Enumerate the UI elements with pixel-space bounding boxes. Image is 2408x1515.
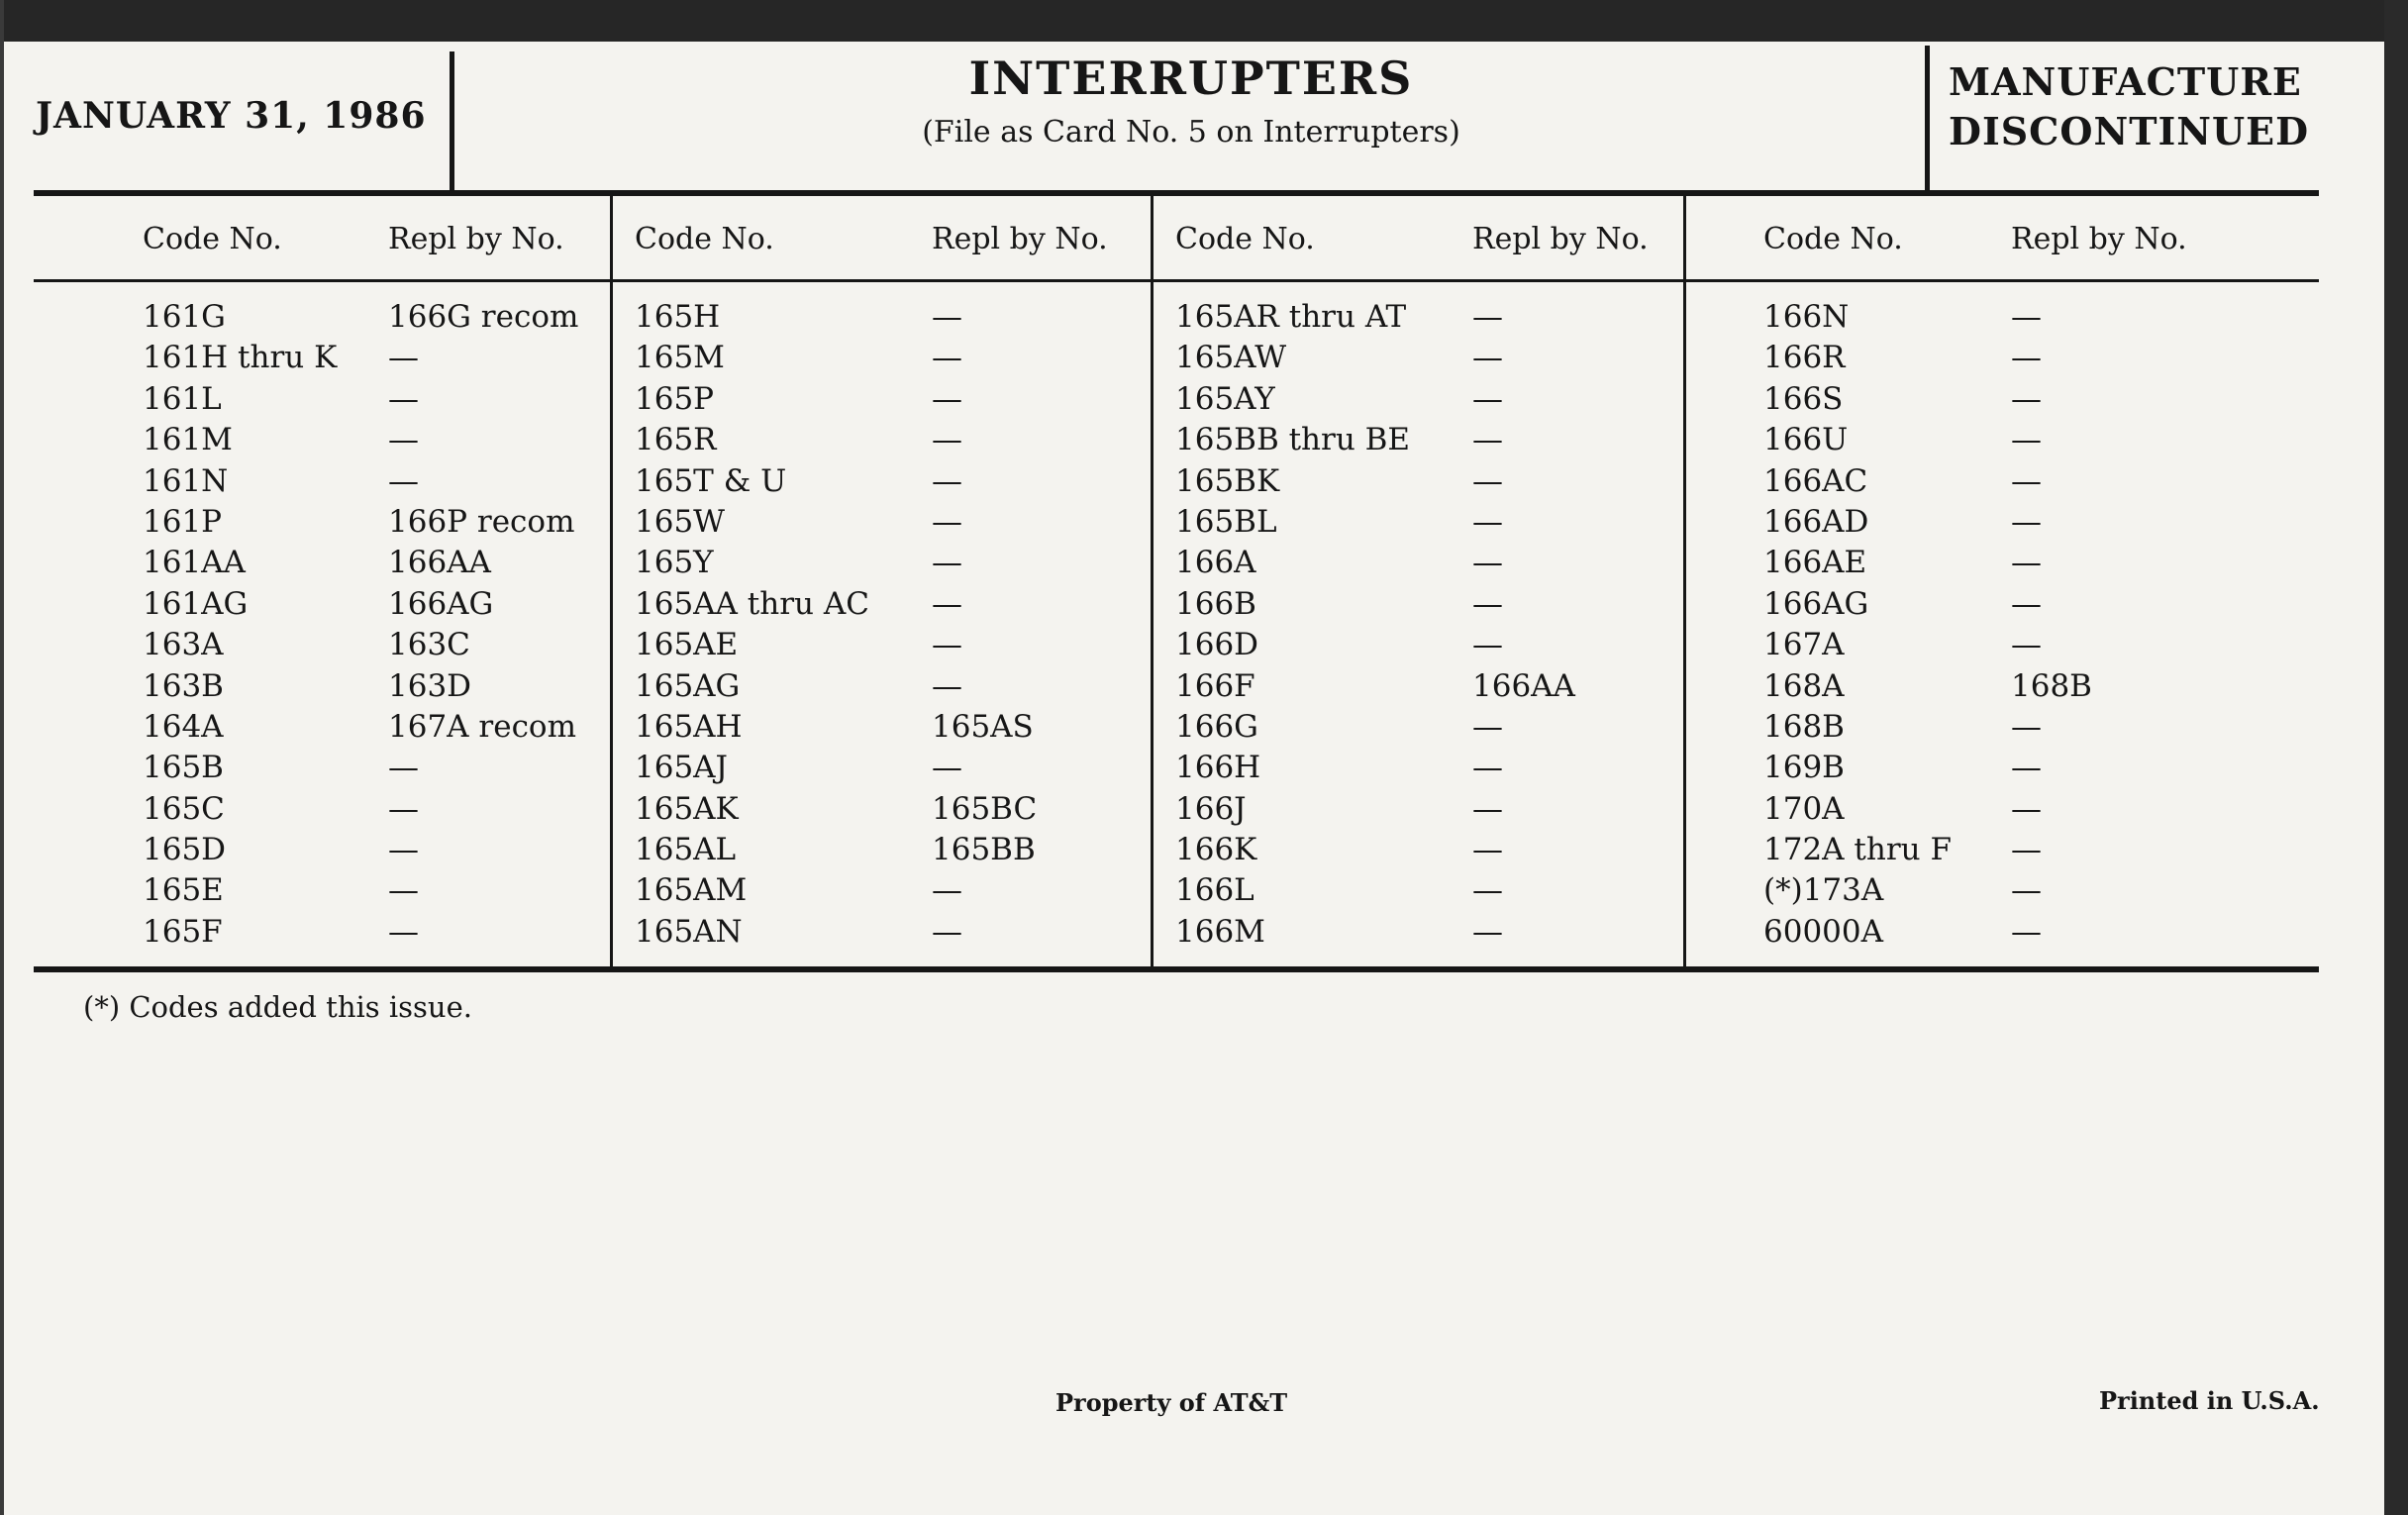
table-row xyxy=(1154,545,1683,585)
table-row xyxy=(1686,299,2320,340)
repl-cell: — xyxy=(1472,585,1503,622)
table-row xyxy=(1154,504,1683,545)
code-cell: 165AW xyxy=(1175,340,1287,376)
repl-cell: — xyxy=(1472,790,1503,827)
code-cell: 165B xyxy=(143,750,224,786)
repl-cell: — xyxy=(932,545,962,581)
code-header: Code No. xyxy=(1175,222,1315,256)
code-cell: 165Y xyxy=(635,545,714,581)
repl-cell: 165AS xyxy=(932,708,1034,745)
repl-cell: — xyxy=(388,872,419,909)
table-row xyxy=(34,791,610,832)
code-cell: 161N xyxy=(143,462,229,499)
code-cell: 60000A xyxy=(1763,913,1884,950)
table-row xyxy=(1686,750,2320,790)
table-rows xyxy=(1686,299,2320,955)
table-row xyxy=(34,832,610,872)
repl-cell: 166AG xyxy=(388,585,494,622)
header-divider-right xyxy=(1925,46,1930,190)
table-row xyxy=(34,750,610,790)
repl-cell: — xyxy=(388,750,419,786)
repl-cell: — xyxy=(2011,462,2042,499)
code-cell: 163A xyxy=(143,627,224,663)
table-row xyxy=(1686,627,2320,667)
repl-cell: — xyxy=(1472,299,1503,335)
footer-printed: Printed in U.S.A. xyxy=(2099,1386,2320,1415)
repl-cell: — xyxy=(1472,832,1503,868)
table-column-3 xyxy=(1154,194,1683,974)
code-cell: 166U xyxy=(1763,422,1849,458)
code-cell: 165AH xyxy=(635,708,743,745)
code-cell: 166D xyxy=(1175,627,1259,663)
code-cell: 166N xyxy=(1763,299,1850,335)
table-rows xyxy=(613,299,1151,955)
repl-cell: — xyxy=(2011,340,2042,376)
repl-cell: — xyxy=(932,585,962,622)
code-cell: 165H xyxy=(635,299,721,335)
code-cell: 166F xyxy=(1175,667,1255,704)
code-cell: 165AK xyxy=(635,790,739,827)
table-row xyxy=(34,381,610,422)
table-column-4 xyxy=(1686,194,2320,974)
table-row xyxy=(613,422,1151,462)
repl-cell: — xyxy=(932,667,962,704)
table-row xyxy=(1686,872,2320,913)
repl-cell: 163D xyxy=(388,667,472,704)
code-cell: 161H thru K xyxy=(143,340,338,376)
table-row xyxy=(1154,791,1683,832)
code-cell: 168A xyxy=(1763,667,1845,704)
code-cell: 166G xyxy=(1175,708,1258,745)
repl-cell: — xyxy=(932,872,962,909)
code-cell: 166AD xyxy=(1763,503,1869,540)
repl-cell: — xyxy=(2011,750,2042,786)
status-line-2: DISCONTINUED xyxy=(1949,109,2310,153)
code-cell: 166H xyxy=(1175,750,1261,786)
table-row xyxy=(34,872,610,913)
table-row xyxy=(613,586,1151,627)
repl-header: Repl by No. xyxy=(1472,222,1649,256)
code-cell: 168B xyxy=(1763,708,1845,745)
table-row xyxy=(613,504,1151,545)
code-cell: 167A xyxy=(1763,627,1845,663)
table-row xyxy=(34,627,610,667)
code-cell: 165P xyxy=(635,380,715,417)
table-row xyxy=(1686,668,2320,709)
table-row xyxy=(613,914,1151,955)
code-cell: 165AY xyxy=(1175,380,1275,417)
repl-header: Repl by No. xyxy=(2011,222,2187,256)
table-row xyxy=(1154,832,1683,872)
repl-cell: 166P recom xyxy=(388,503,575,540)
repl-cell: — xyxy=(388,340,419,376)
code-cell: 163B xyxy=(143,667,224,704)
scan-right-border xyxy=(2384,0,2408,1515)
repl-cell: 167A recom xyxy=(388,708,576,745)
table-row xyxy=(1154,668,1683,709)
repl-cell: — xyxy=(1472,503,1503,540)
page-subtitle: (File as Card No. 5 on Interrupters) xyxy=(922,115,1460,150)
repl-cell: — xyxy=(1472,750,1503,786)
repl-cell: — xyxy=(2011,380,2042,417)
repl-cell: — xyxy=(932,627,962,663)
code-header: Code No. xyxy=(143,222,282,256)
code-cell: 161AA xyxy=(143,545,246,581)
code-cell: 166A xyxy=(1175,545,1256,581)
status-label xyxy=(1949,57,2309,156)
table-row xyxy=(1686,504,2320,545)
table-row xyxy=(34,340,610,380)
code-header: Code No. xyxy=(1763,222,1903,256)
table-row xyxy=(613,668,1151,709)
code-cell: 164A xyxy=(143,708,224,745)
code-cell: 166R xyxy=(1763,340,1846,376)
repl-cell: — xyxy=(932,422,962,458)
code-cell: 161G xyxy=(143,299,226,335)
code-cell: (*)173A xyxy=(1763,872,1884,909)
repl-cell: — xyxy=(932,913,962,950)
repl-cell: — xyxy=(2011,832,2042,868)
table-row xyxy=(613,750,1151,790)
table-row xyxy=(34,299,610,340)
repl-cell: — xyxy=(932,380,962,417)
code-cell: 165E xyxy=(143,872,224,909)
table-row xyxy=(613,463,1151,504)
repl-cell: — xyxy=(388,380,419,417)
repl-cell: 165BC xyxy=(932,790,1038,827)
repl-cell: — xyxy=(1472,462,1503,499)
table-row xyxy=(1154,340,1683,380)
table-row xyxy=(34,463,610,504)
table-row xyxy=(34,504,610,545)
repl-cell: — xyxy=(932,340,962,376)
code-cell: 165M xyxy=(635,340,725,376)
code-cell: 165D xyxy=(143,832,227,868)
table-rows xyxy=(34,299,610,955)
repl-cell: — xyxy=(1472,545,1503,581)
table-row xyxy=(613,832,1151,872)
table-row xyxy=(613,545,1151,585)
code-cell: 165AE xyxy=(635,627,739,663)
repl-cell: — xyxy=(1472,913,1503,950)
status-line-1: MANUFACTURE xyxy=(1949,59,2302,104)
repl-cell: 166AA xyxy=(388,545,491,581)
header-divider-left xyxy=(450,51,454,194)
table-row xyxy=(1686,832,2320,872)
repl-cell: 166AA xyxy=(1472,667,1575,704)
code-cell: 172A thru F xyxy=(1763,832,1952,868)
repl-cell: — xyxy=(2011,299,2042,335)
code-cell: 161P xyxy=(143,503,223,540)
code-cell: 161L xyxy=(143,380,222,417)
repl-cell: — xyxy=(2011,503,2042,540)
repl-cell: — xyxy=(2011,708,2042,745)
page-title: INTERRUPTERS xyxy=(968,51,1414,105)
code-cell: 165AM xyxy=(635,872,748,909)
code-cell: 165R xyxy=(635,422,717,458)
code-cell: 161M xyxy=(143,422,233,458)
table-row xyxy=(1686,463,2320,504)
table-row xyxy=(34,422,610,462)
code-cell: 165AR thru AT xyxy=(1175,299,1407,335)
repl-cell: — xyxy=(1472,422,1503,458)
repl-cell: — xyxy=(2011,422,2042,458)
code-cell: 166L xyxy=(1175,872,1254,909)
table-row xyxy=(34,586,610,627)
table-column-2 xyxy=(613,194,1151,974)
table-row xyxy=(613,381,1151,422)
repl-cell: — xyxy=(388,832,419,868)
table-row xyxy=(1154,750,1683,790)
code-cell: 165W xyxy=(635,503,726,540)
code-cell: 161AG xyxy=(143,585,249,622)
table-row xyxy=(1686,340,2320,380)
code-cell: 166AE xyxy=(1763,545,1867,581)
table-row xyxy=(1154,709,1683,750)
table-row xyxy=(613,627,1151,667)
repl-cell: — xyxy=(1472,340,1503,376)
code-cell: 166AG xyxy=(1763,585,1869,622)
table-row xyxy=(613,709,1151,750)
repl-cell: — xyxy=(2011,913,2042,950)
scan-top-border xyxy=(0,0,2408,42)
table-row xyxy=(613,340,1151,380)
table-row xyxy=(1686,709,2320,750)
code-cell: 165AL xyxy=(635,832,737,868)
repl-cell: — xyxy=(932,462,962,499)
table-row xyxy=(613,872,1151,913)
table-row xyxy=(1154,586,1683,627)
code-cell: 165AJ xyxy=(635,750,728,786)
table-row xyxy=(1154,872,1683,913)
table-row xyxy=(1686,545,2320,585)
table-row xyxy=(34,914,610,955)
repl-cell: 165BB xyxy=(932,832,1036,868)
code-cell: 165AN xyxy=(635,913,743,950)
table-column-1 xyxy=(34,194,610,974)
repl-cell: — xyxy=(388,462,419,499)
repl-header: Repl by No. xyxy=(932,222,1108,256)
repl-cell: — xyxy=(1472,708,1503,745)
repl-cell: — xyxy=(2011,790,2042,827)
table-row xyxy=(34,709,610,750)
table-row xyxy=(34,668,610,709)
issue-date: JANUARY 31, 1986 xyxy=(36,95,427,137)
code-cell: 165BB thru BE xyxy=(1175,422,1411,458)
table-row xyxy=(1686,586,2320,627)
code-cell: 165C xyxy=(143,790,225,827)
code-cell: 165F xyxy=(143,913,223,950)
table-row xyxy=(613,299,1151,340)
table-row xyxy=(613,791,1151,832)
table-row xyxy=(1154,299,1683,340)
table-row xyxy=(34,545,610,585)
repl-cell: — xyxy=(932,750,962,786)
code-cell: 166S xyxy=(1763,380,1844,417)
code-cell: 165AG xyxy=(635,667,741,704)
repl-cell: — xyxy=(388,913,419,950)
repl-cell: — xyxy=(388,422,419,458)
table-row xyxy=(1686,914,2320,955)
repl-header: Repl by No. xyxy=(388,222,564,256)
repl-cell: 168B xyxy=(2011,667,2092,704)
table-row xyxy=(1154,627,1683,667)
code-cell: 166M xyxy=(1175,913,1265,950)
code-cell: 166J xyxy=(1175,790,1247,827)
code-cell: 169B xyxy=(1763,750,1845,786)
table-row xyxy=(1154,463,1683,504)
table-row xyxy=(1686,381,2320,422)
footnote: (*) Codes added this issue. xyxy=(83,990,472,1024)
repl-cell: — xyxy=(2011,585,2042,622)
code-cell: 170A xyxy=(1763,790,1845,827)
footer-property: Property of AT&T xyxy=(1055,1388,1288,1417)
repl-cell: — xyxy=(2011,872,2042,909)
repl-cell: — xyxy=(932,299,962,335)
table-rows xyxy=(1154,299,1683,955)
repl-cell: — xyxy=(1472,627,1503,663)
repl-cell: 163C xyxy=(388,627,470,663)
code-cell: 166K xyxy=(1175,832,1257,868)
repl-cell: — xyxy=(932,503,962,540)
code-cell: 166AC xyxy=(1763,462,1868,499)
repl-cell: — xyxy=(1472,872,1503,909)
code-cell: 166B xyxy=(1175,585,1256,622)
code-cell: 165BK xyxy=(1175,462,1280,499)
table-row xyxy=(1154,914,1683,955)
repl-cell: — xyxy=(2011,627,2042,663)
table-row xyxy=(1154,422,1683,462)
repl-cell: 166G recom xyxy=(388,299,579,335)
code-cell: 165BL xyxy=(1175,503,1277,540)
code-cell: 165AA thru AC xyxy=(635,585,869,622)
table-row xyxy=(1686,791,2320,832)
repl-cell: — xyxy=(1472,380,1503,417)
table-row xyxy=(1686,422,2320,462)
code-cell: 165T & U xyxy=(635,462,787,499)
code-header: Code No. xyxy=(635,222,774,256)
repl-cell: — xyxy=(2011,545,2042,581)
repl-cell: — xyxy=(388,790,419,827)
table-row xyxy=(1154,381,1683,422)
